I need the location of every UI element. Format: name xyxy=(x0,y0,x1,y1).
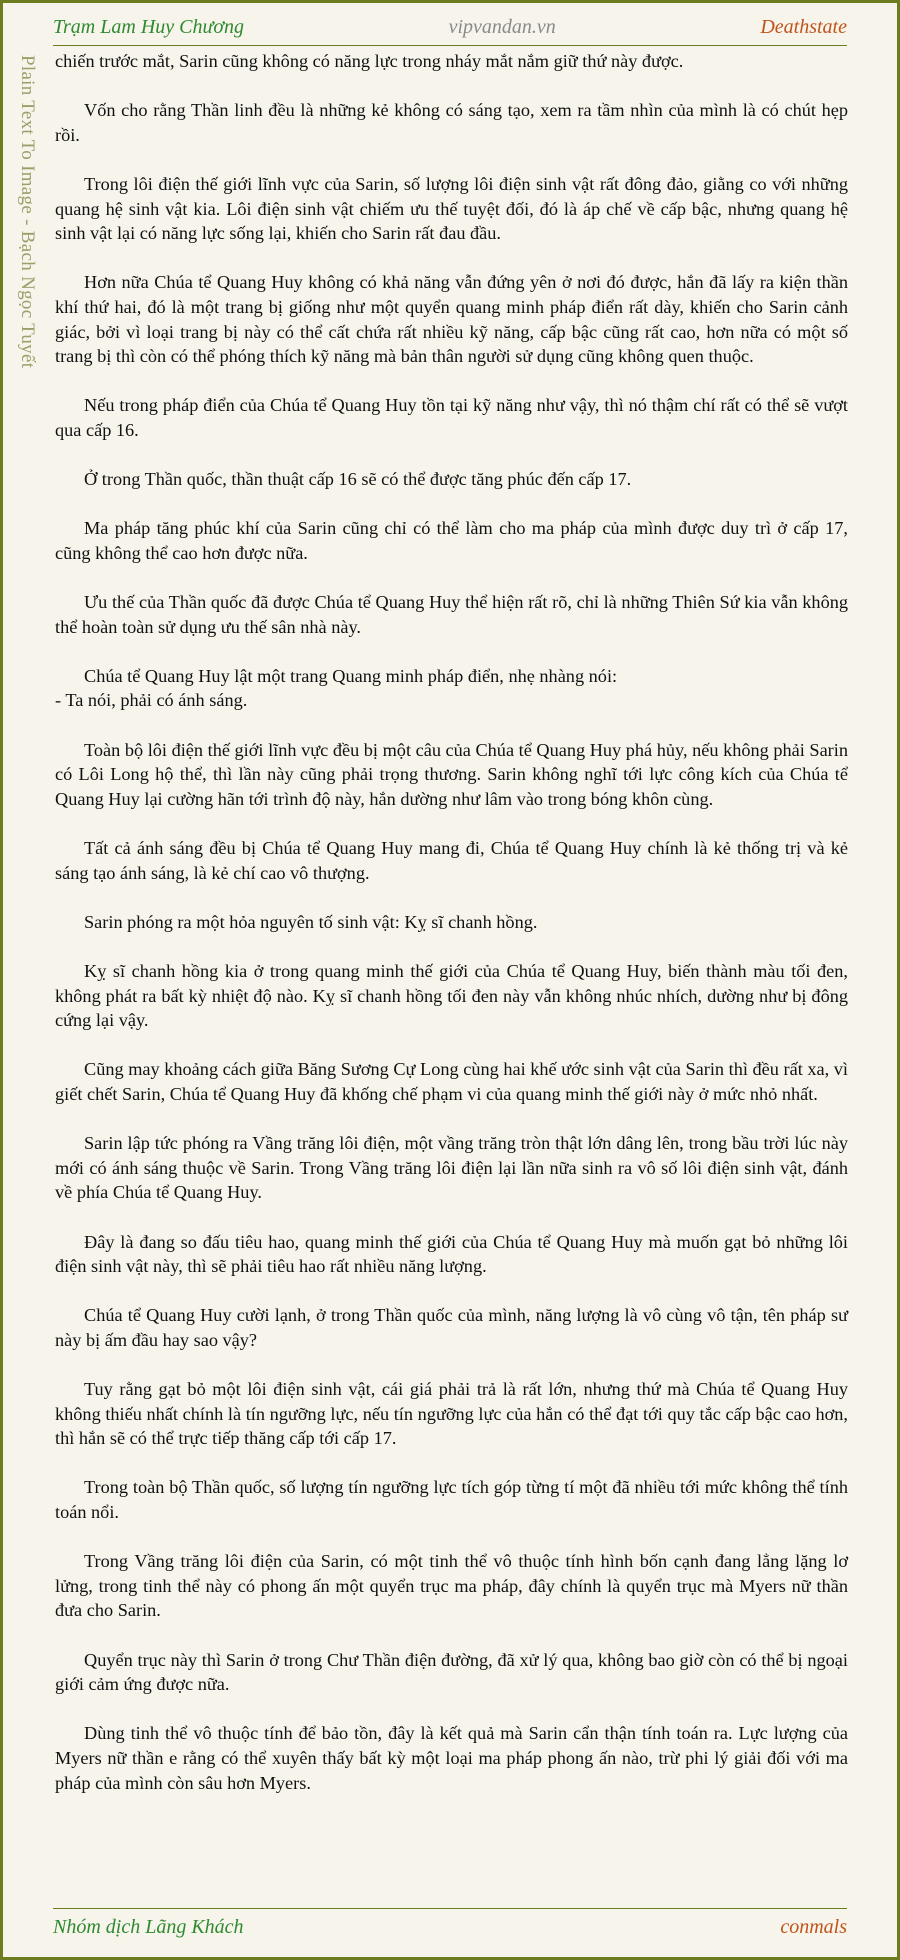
sidebar-watermark xyxy=(9,55,45,415)
paragraph-1: chiến trước mắt, Sarin cũng không có năng lực trong nháy mắt nắm giữ thứ này được. xyxy=(55,51,684,71)
paragraph-20: Trong toàn bộ Thần quốc, số lượng tín ngưỡng lực tích góp từng tí một đã nhiều tới mức không thể tính toán nổi. xyxy=(55,1477,848,1523)
paragraph-19: Tuy rằng gạt bỏ một lôi điện sinh vật, cái giá phải trả là rất lớn, nhưng thứ mà Chúa tể Quang Huy không thiếu nhất chính là tín ngưỡng lực, nếu tín ngưỡng lực của hắn có thể đạt tới quy tắc cấp bậc cao hơn, thì hắn sẽ có thể trực tiếp thăng cấp tới cấp 17. xyxy=(55,1379,848,1449)
paragraph-8: Ưu thế của Thần quốc đã được Chúa tể Quang Huy thể hiện rất rõ, chỉ là những Thiên Sứ kia vẫn không thể hoàn toàn sử dụng ưu thế sân nhà này. xyxy=(55,592,848,637)
page-header xyxy=(53,9,847,46)
header-url: vipvandan.vn xyxy=(448,15,556,38)
sidebar-watermark-text: Plain Text To Image - Bạch Ngọc Tuyết xyxy=(17,55,38,369)
paragraph-18: Chúa tể Quang Huy cười lạnh, ở trong Thần quốc của mình, năng lượng là vô cùng vô tận, tên pháp sư này bị ấm đầu hay sao vậy? xyxy=(55,1305,848,1350)
footer-editor: conmals xyxy=(780,1915,847,1938)
footer-group-name: Nhóm dịch Lãng Khách xyxy=(53,1915,244,1938)
header-translator: Deathstate xyxy=(760,15,847,38)
paragraph-21: Trong Vầng trăng lôi điện của Sarin, có một tinh thể vô thuộc tính hình bốn cạnh đang lẳng lặng lơ lửng, trong tinh thể này có phong ấn một quyển trục ma pháp, đây chính là quyển trục mà Myers nữ thần đưa cho Sarin. xyxy=(55,1551,848,1621)
paragraph-6: Ở trong Thần quốc, thần thuật cấp 16 sẽ có thể được tăng phúc đến cấp 17. xyxy=(84,469,632,490)
paragraph-5: Nếu trong pháp điển của Chúa tể Quang Huy tồn tại kỹ năng như vậy, thì nó thậm chí rất có thể sẽ vượt qua cấp 16. xyxy=(55,395,848,440)
paragraph-12: Tất cả ánh sáng đều bị Chúa tể Quang Huy mang đi, Chúa tể Quang Huy chính là kẻ thống trị và kẻ sáng tạo ánh sáng, là kẻ chí cao vô thượng. xyxy=(55,838,848,883)
paragraph-2: Vốn cho rằng Thần linh đều là những kẻ không có sáng tạo, xem ra tầm nhìn của mình là có chút hẹp rồi. xyxy=(55,100,848,145)
paragraph-3: Trong lôi điện thế giới lĩnh vực của Sarin, số lượng lôi điện sinh vật rất đông đảo, giằng co với những quang hệ sinh vật kia. Lôi điện sinh vật chiếm ưu thế tuyệt đối, đó là áp chế về cấp bậc, nhưng quang hệ sinh vật lại có năng lực sống lại, khiến cho Sarin rất đau đầu. xyxy=(55,173,848,244)
dialogue-line: - Ta nói, phải có ánh sáng. xyxy=(55,690,248,711)
paragraph-11: Toàn bộ lôi điện thế giới lĩnh vực đều bị một câu của Chúa tể Quang Huy phá hủy, nếu không phải Sarin có Lôi Long hộ thể, thì lần này cũng phải trọng thương. Sarin không nghĩ tới lực công kích của Chúa tể Quang Huy lại cường hãn tới trình độ này, hắn dường như lâm vào trong bóng khôn cùng. xyxy=(55,739,848,809)
paragraph-23: Dùng tinh thể vô thuộc tính để bảo tồn, đây là kết quả mà Sarin cẩn thận tính toán ra. Lực lượng của Myers nữ thần e rằng có thể xuyên thấy bất kỳ một loại ma pháp phong ấn nào, trừ phi lý giải đối với ma pháp của mình còn sâu hơn Myers. xyxy=(55,1723,848,1793)
paragraph-4: Hơn nữa Chúa tể Quang Huy không có khả năng vẫn đứng yên ở nơi đó được, hắn đã lấy ra kiện thần khí thứ hai, đó là một trang bị giống như một quyển quang minh pháp điển rất dày, khiến cho Sarin cảnh giác, bởi vì loại trang bị này có thể cất chứa rất nhiều kỹ năng, cấp bậc cũng rất cao, hơn nữa có một số trang bị thì còn có thể phóng thích kỹ năng mà bản thân người sử dụng cũng không quen thuộc. xyxy=(55,272,848,367)
paragraph-17: Đây là đang so đấu tiêu hao, quang minh thế giới của Chúa tể Quang Huy mà muốn gạt bỏ những lôi điện sinh vật này, thì sẽ phải tiêu hao rất nhiều năng lượng. xyxy=(55,1231,848,1277)
paragraph-16: Sarin lập tức phóng ra Vầng trăng lôi điện, một vầng trăng tròn thật lớn dâng lên, trong bầu trời lúc này mới có ánh sáng thuộc về Sarin. Trong Vầng trăng lôi điện lại lần nữa sinh ra vô số lôi điện sinh vật, đánh về phía Chúa tể Quang Huy. xyxy=(55,1133,848,1203)
header-site-name: Trạm Lam Huy Chương xyxy=(53,15,245,38)
paragraph-22: Quyển trục này thì Sarin ở trong Chư Thần điện đường, đã xử lý qua, không bao giờ còn có thể bị ngoại giới cảm ứng được nữa. xyxy=(55,1649,848,1695)
paragraph-14: Kỵ sĩ chanh hồng kia ở trong quang minh thế giới của Chúa tể Quang Huy, biến thành màu tối đen, không phát ra bất kỳ nhiệt độ nào. Kỵ sĩ chanh hồng tối đen này vẫn không nhúc nhích, dường như bị đông cứng lại vậy. xyxy=(55,960,848,1031)
chapter-text xyxy=(55,49,848,1820)
paragraph-13: Sarin phóng ra một hỏa nguyên tố sinh vật: Kỵ sĩ chanh hồng. xyxy=(84,911,538,932)
paragraph-7: Ma pháp tăng phúc khí của Sarin cũng chỉ có thể làm cho ma pháp của mình được duy trì ở cấp 17, cũng không thể cao hơn được nữa. xyxy=(55,518,848,563)
page-footer xyxy=(53,1908,847,1945)
paragraph-9: Chúa tể Quang Huy lật một trang Quang minh pháp điển, nhẹ nhàng nói: xyxy=(84,665,618,686)
paragraph-15: Cũng may khoảng cách giữa Băng Sương Cự Long cùng hai khế ước sinh vật của Sarin thì đều rất xa, vì giết chết Sarin, Chúa tể Quang Huy đã khống chế phạm vi của quang minh thế giới này ở mức nhỏ nhất. xyxy=(55,1059,848,1104)
